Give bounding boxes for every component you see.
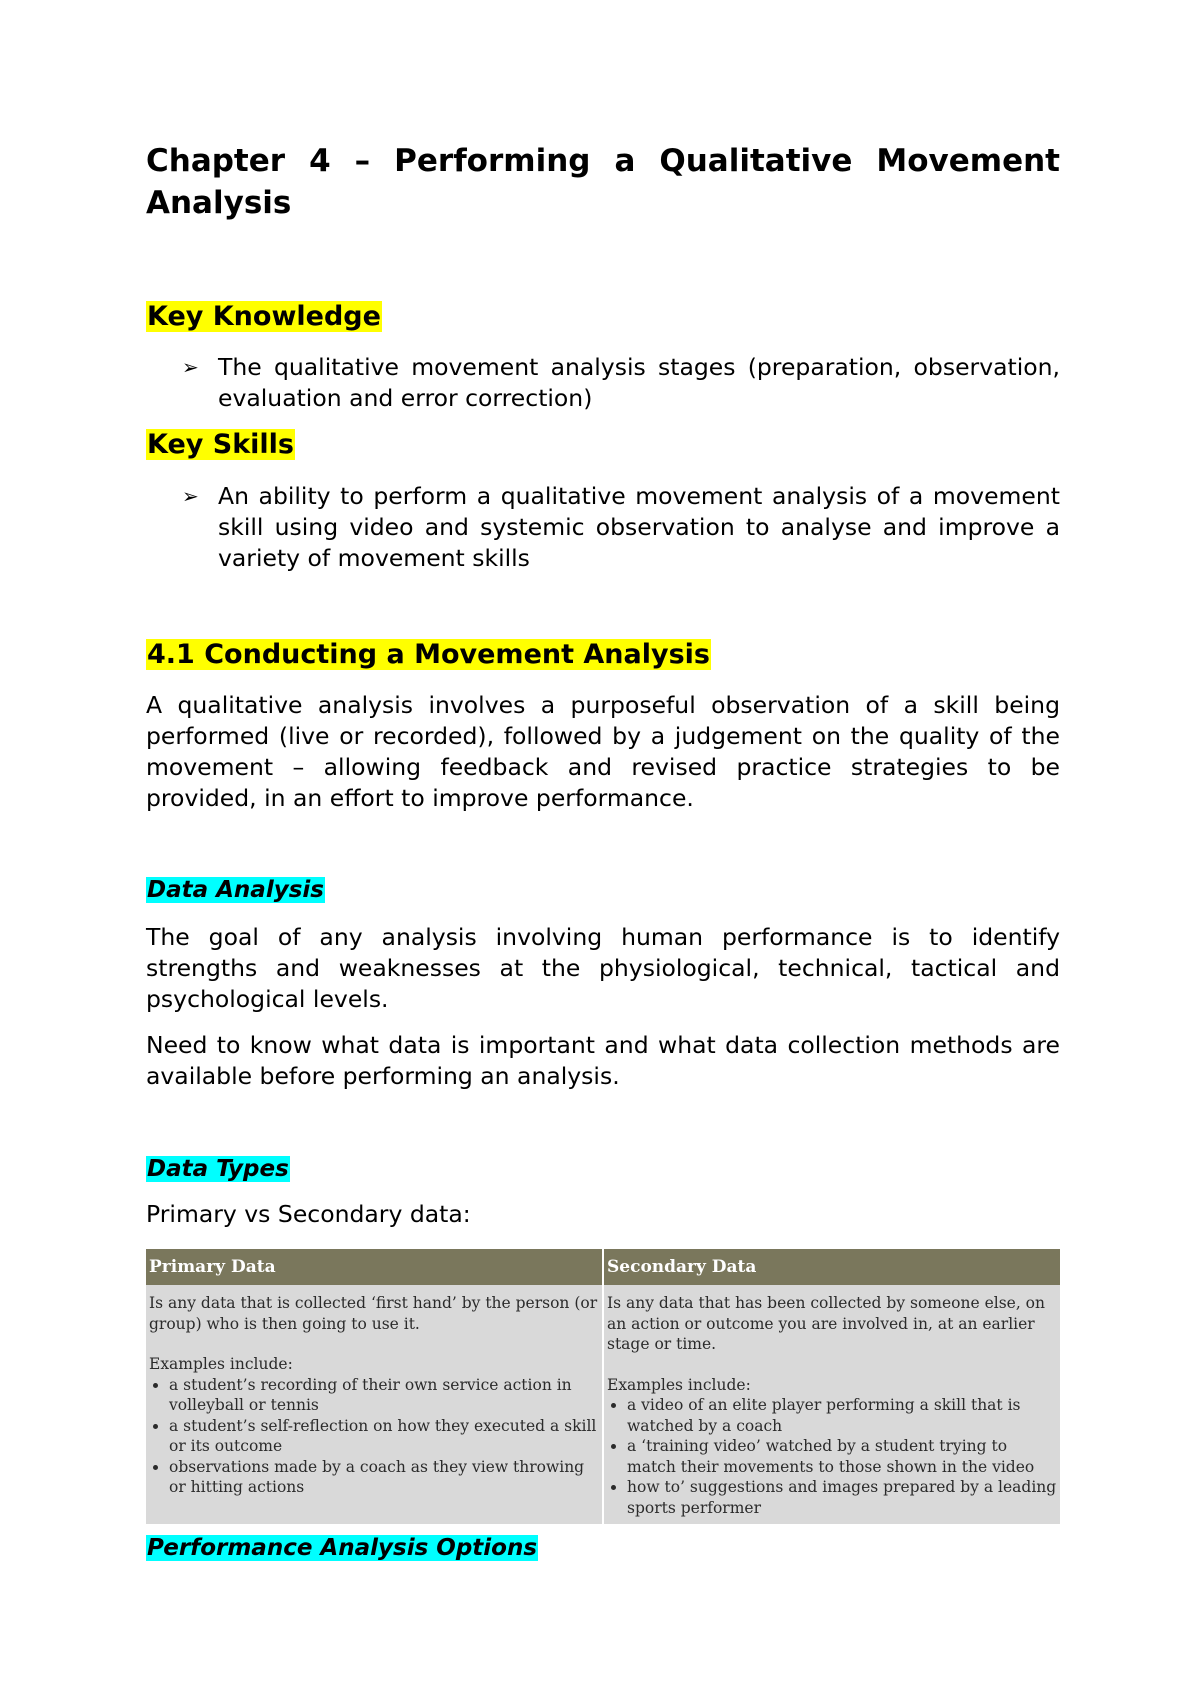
data-analysis-paragraph-2: Need to know what data is important and what data collection methods are available before performing an analysis.	[146, 1031, 1060, 1090]
primary-data-cell	[146, 1285, 603, 1524]
secondary-examples-label: Examples include:	[607, 1375, 751, 1394]
primary-data-header: Primary Data	[146, 1249, 603, 1285]
key-skills-item-text: An ability to perform a qualitative movement analysis of a movement skill using video and systemic observation to analyse and improve a variety of movement skills	[218, 482, 1060, 572]
data-types-heading	[146, 1154, 290, 1184]
performance-analysis-heading-text: Performance Analysis Options	[147, 1535, 538, 1561]
key-skills-heading-text: Key Skills	[147, 429, 294, 460]
primary-secondary-table	[146, 1249, 1060, 1524]
key-skills-heading	[146, 428, 295, 462]
data-analysis-paragraph-1: The goal of any analysis involving human performance is to identify strengths and weaknesses at the physiological, technical, tactical and psychological levels.	[146, 923, 1060, 1013]
table-body-row	[146, 1285, 1060, 1524]
list-item: • a video of an elite player performing a skill that is watched by a coach	[627, 1395, 1057, 1436]
primary-description: Is any data that is collected ‘first hand’ by the person (or group) who is then going to use it.	[149, 1294, 598, 1333]
secondary-description: Is any data that has been collected by someone else, on an action or outcome you are involved in, at an earlier stage or time.	[607, 1294, 1045, 1353]
secondary-examples-list	[607, 1395, 1057, 1518]
data-analysis-heading-text: Data Analysis	[147, 877, 324, 903]
secondary-data-header: Secondary Data	[603, 1249, 1060, 1285]
key-knowledge-heading-text: Key Knowledge	[147, 301, 381, 332]
primary-examples-list	[149, 1375, 599, 1498]
key-skills-item	[146, 481, 1060, 574]
key-knowledge-item-text: The qualitative movement analysis stages (preparation, observation, evaluation and error correction)	[218, 353, 1060, 412]
chapter-title: Chapter 4 – Performing a Qualitative Movement Analysis	[146, 143, 1060, 221]
list-item: • observations made by a coach as they view throwing or hitting actions	[169, 1457, 599, 1498]
section-4-1-heading-text: 4.1 Conducting a Movement Analysis	[147, 639, 710, 670]
section-4-1-heading	[146, 638, 711, 672]
arrow-bullet-icon: ➢	[182, 355, 199, 379]
list-item: • a student’s recording of their own service action in volleyball or tennis	[169, 1375, 599, 1416]
list-item: • a student’s self-reflection on how they executed a skill or its outcome	[169, 1416, 599, 1457]
key-knowledge-heading	[146, 300, 382, 334]
secondary-data-cell	[603, 1285, 1060, 1524]
data-analysis-heading	[146, 875, 325, 905]
key-knowledge-item	[146, 352, 1060, 414]
list-item: • a ‘training video’ watched by a student trying to match their movements to those shown in the video	[627, 1436, 1057, 1477]
list-item: • how to’ suggestions and images prepared by a leading sports performer	[627, 1477, 1057, 1518]
data-types-intro: Primary vs Secondary data:	[146, 1200, 471, 1228]
section-4-1-paragraph: A qualitative analysis involves a purposeful observation of a skill being performed (live or recorded), followed by a judgement on the quality of the movement – allowing feedback and revised practice strategies to be provided, in an effort to improve performance.	[146, 691, 1060, 812]
table-header-row	[146, 1249, 1060, 1285]
performance-analysis-heading	[146, 1533, 538, 1563]
data-types-heading-text: Data Types	[147, 1156, 289, 1182]
primary-examples-label: Examples include:	[149, 1355, 293, 1373]
arrow-bullet-icon: ➢	[182, 484, 199, 508]
